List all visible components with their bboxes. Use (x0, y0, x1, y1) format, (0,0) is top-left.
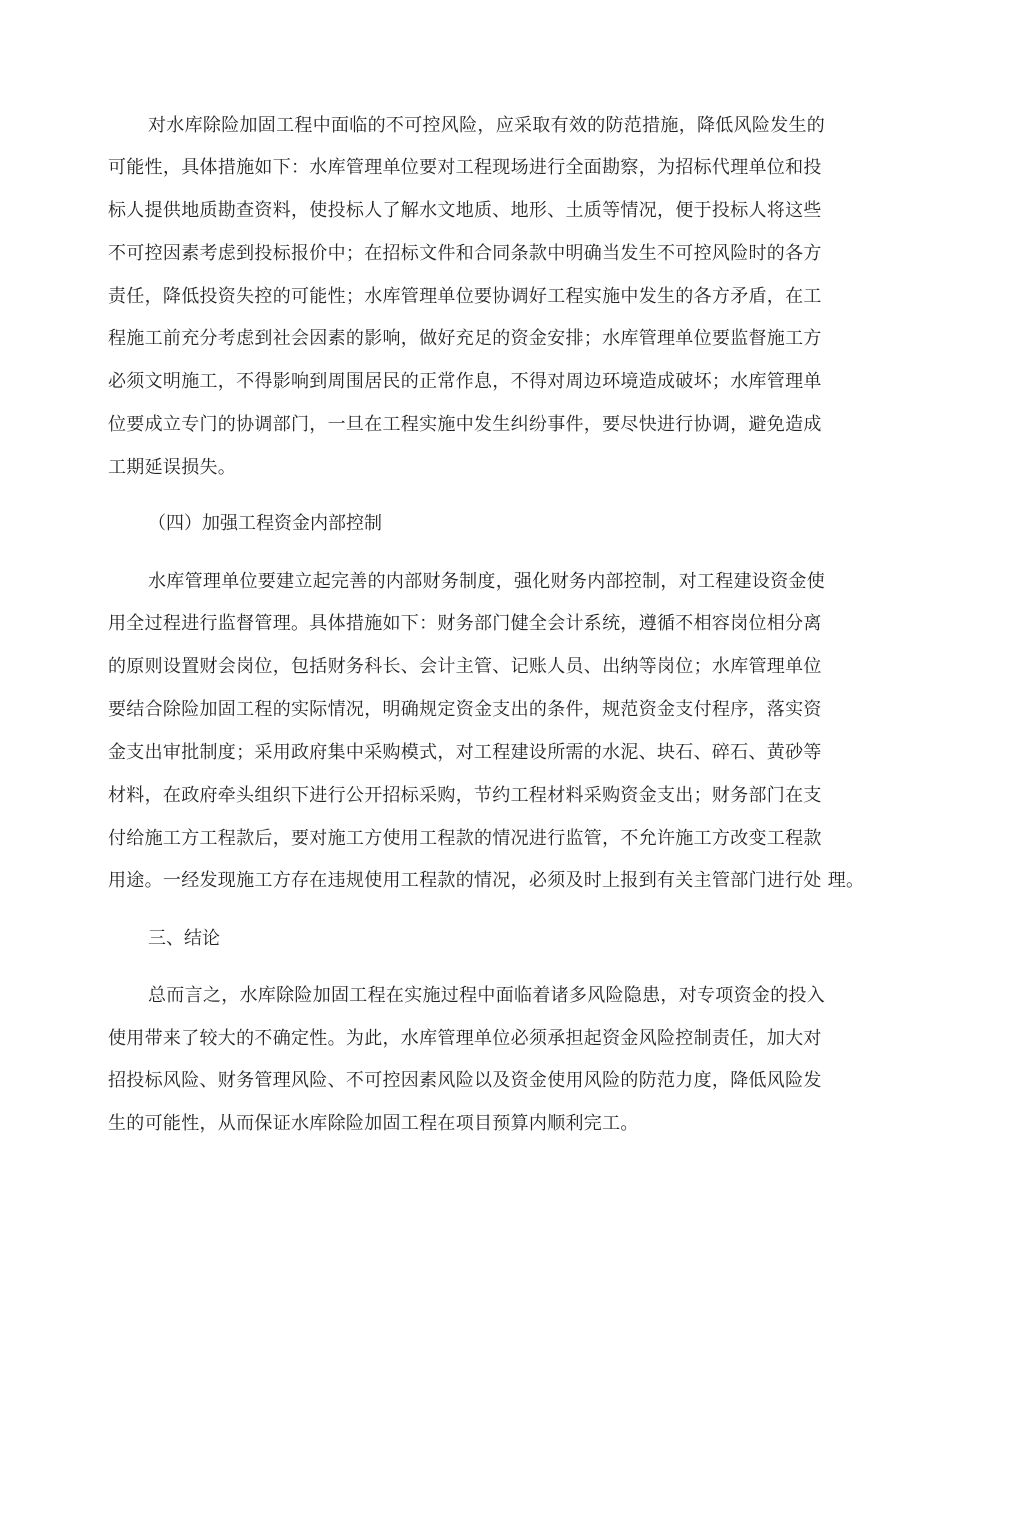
text-line: 用全过程进行监督管理。具体措施如下：财务部门健全会计系统，遵循不相容岗位相分离 (108, 613, 822, 634)
text-line: 生的可能性，从而保证水库除险加固工程在项目预算内顺利完工。 (108, 1113, 639, 1134)
text-line: 的原则设置财会岗位，包括财务科长、会计主管、记账人员、出纳等岗位；水库管理单位 (108, 656, 822, 677)
text-line: 标人提供地质勘查资料，使投标人了解水文地质、地形、土质等情况，便于投标人将这些 (108, 200, 822, 221)
text-line: 水库管理单位要建立起完善的内部财务制度，强化财务内部控制，对工程建设资金使 (148, 571, 826, 592)
text-line: 使用带来了较大的不确定性。为此，水库管理单位必须承担起资金风险控制责任，加大对 (108, 1028, 822, 1049)
conclusion-heading: 三、结论 (148, 928, 220, 949)
text-line: 材料，在政府牵头组织下进行公开招标采购，节约工程材料采购资金支出；财务部门在支 (108, 785, 822, 806)
text-line: 付给施工方工程款后，要对施工方使用工程款的情况进行监管，不允许施工方改变工程款 (108, 828, 822, 849)
text-line: 必须文明施工，不得影响到周围居民的正常作息，不得对周边环境造成破坏；水库管理单 (108, 371, 822, 392)
text-line: 位要成立专门的协调部门，一旦在工程实施中发生纠纷事件，要尽快进行协调，避免造成 (108, 414, 822, 435)
section-heading: （四）加强工程资金内部控制 (148, 513, 382, 534)
text-line: 金支出审批制度；采用政府集中采购模式，对工程建设所需的水泥、块石、碎石、黄砂等 (108, 742, 822, 763)
text-line: 总而言之，水库除险加固工程在实施过程中面临着诸多风险隐患，对专项资金的投入 (148, 985, 826, 1006)
text-line: 对水库除险加固工程中面临的不可控风险，应采取有效的防范措施，降低风险发生的 (148, 115, 826, 136)
text-line: 责任，降低投资失控的可能性；水库管理单位要协调好工程实施中发生的各方矛盾，在工 (108, 286, 822, 307)
text-line: 不可控因素考虑到投标报价中；在招标文件和合同条款中明确当发生不可控风险时的各方 (108, 243, 822, 264)
text-line: 用途。一经发现施工方存在违规使用工程款的情况，必须及时上报到有关主管部门进行处 理。 (108, 870, 865, 891)
text-line: 程施工前充分考虑到社会因素的影响，做好充足的资金安排；水库管理单位要监督施工方 (108, 328, 822, 349)
text-line: 可能性，具体措施如下：水库管理单位要对工程现场进行全面勘察，为招标代理单位和投 (108, 157, 822, 178)
text-line: 工期延误损失。 (108, 457, 237, 478)
text-line: 招投标风险、财务管理风险、不可控因素风险以及资金使用风险的防范力度，降低风险发 (108, 1070, 822, 1091)
text-line: 要结合除险加固工程的实际情况，明确规定资金支出的条件，规范资金支付程序，落实资 (108, 699, 822, 720)
